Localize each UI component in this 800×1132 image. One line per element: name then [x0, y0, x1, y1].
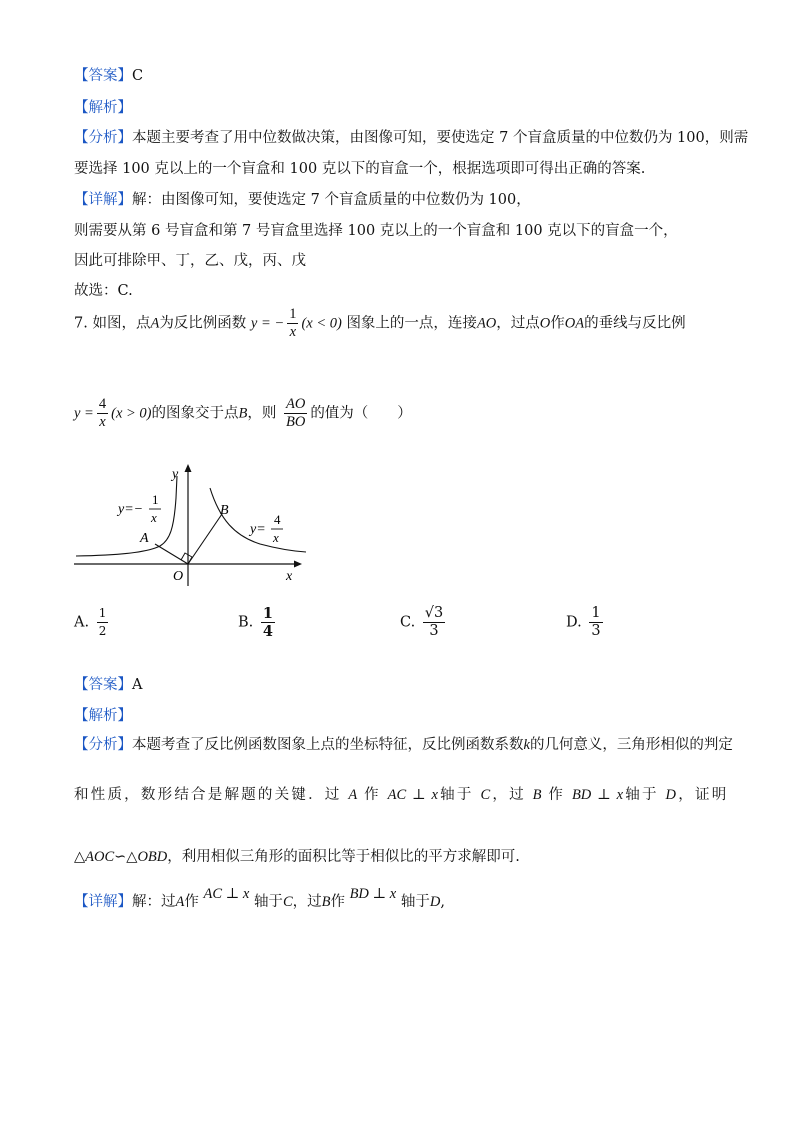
question-number: 7.: [74, 315, 88, 332]
sol-fenxi-line2: [74, 783, 726, 804]
func1-fraction: [287, 306, 298, 341]
q-text: 图象上的一点，连接: [346, 315, 477, 332]
ac-perp-x: AC ⊥ x: [387, 787, 438, 803]
option-a: [74, 605, 111, 640]
origin-label: O: [173, 569, 184, 584]
detail-text: 因此可排除甲、丁，乙、戊，丙、戊: [74, 253, 306, 269]
frac-num: 1: [97, 605, 109, 623]
detail-text: 解：由图像可知，要使选定 7 个盲盒质量的中位数仍为 100，: [132, 192, 531, 208]
q-text: 为反比例函数: [159, 315, 247, 332]
analysis-tag: 【解析】: [74, 708, 132, 724]
prev-analysis-line: [74, 96, 132, 117]
sol-fenxi-line3: [74, 845, 520, 866]
fenxi-text: 作: [364, 787, 381, 803]
detail-text: 解：过: [132, 894, 176, 910]
left-curve-label: y=−: [118, 502, 144, 517]
point-b-ref: B: [238, 405, 248, 422]
fenxi-text: 的几何意义，三角形相似的判定: [529, 737, 733, 753]
option-c-fraction: [423, 605, 445, 640]
q-text: 的垂线与反比例: [584, 315, 686, 332]
point-o-ref: O: [539, 315, 551, 332]
fenxi-text: ，证明: [676, 787, 727, 803]
point-b-ref: B: [321, 894, 331, 910]
detail-tag: 【详解】: [74, 192, 132, 208]
fenxi-text: ，利用相似三角形的面积比等于相似比的平方求解即可.: [167, 849, 520, 865]
prev-detail-line4: [74, 279, 133, 300]
ratio-fraction: [284, 396, 307, 431]
bd-perp-x: BD ⊥ x: [349, 886, 397, 902]
q-text: 作: [550, 315, 565, 332]
fenxi-tag: 【分析】: [74, 130, 132, 146]
option-b-fraction: [261, 605, 275, 640]
sol-fenxi-line1: [74, 733, 733, 754]
segment-oa-line: [155, 544, 188, 564]
frac-den: 2: [98, 624, 107, 638]
frac-num: AO: [285, 396, 306, 412]
fenxi-text: 本题考查了反比例函数图象上点的坐标特征，反比例函数系数: [132, 737, 524, 753]
frac-den: 3: [429, 623, 439, 639]
x-axis-arrow: [294, 561, 302, 568]
segment-oa: OA: [564, 315, 585, 332]
frac-den: 4: [262, 623, 273, 640]
fenxi-text: ，过: [490, 787, 526, 803]
question-7-line2: [74, 396, 412, 431]
option-c: [400, 605, 448, 640]
bd-perp-x: BD ⊥ x: [571, 787, 624, 803]
right-curve-num: 4: [274, 512, 281, 527]
q-text: ，过点: [496, 315, 540, 332]
curve-right-hyperbola: [210, 488, 306, 552]
detail-text: 作: [184, 894, 199, 910]
right-angle-marker: [181, 553, 192, 564]
prev-detail-line1: [74, 188, 531, 209]
frac-den: x: [289, 324, 297, 340]
point-c-ref: C: [480, 787, 491, 803]
y-axis-label: y: [172, 467, 179, 482]
point-a-ref: A: [348, 787, 358, 803]
ac-perp-x: AC ⊥ x: [203, 886, 250, 902]
detail-text: ，过: [292, 894, 322, 910]
fenxi-tag: 【分析】: [74, 737, 132, 753]
frac-num: 4: [98, 396, 107, 412]
answer-value: A: [132, 677, 143, 693]
point-a-label: A: [140, 531, 149, 546]
frac-num: 1: [591, 605, 601, 621]
fenxi-text: 本题主要考查了用中位数做决策，由图像可知，要使选定 7 个盲盒质量的中位数仍为 100，则需: [132, 130, 749, 146]
sol-answer-line: [74, 673, 142, 694]
detail-text: 则需要从第 6 号盲盒和第 7 号盲盒里选择 100 克以上的一个盲盒和 100 克以下的盲盒一个，: [74, 223, 678, 239]
q-text: 的图象交于点: [151, 405, 239, 422]
point-b-ref: B: [532, 787, 542, 803]
y-axis-arrow: [185, 464, 192, 472]
q-text: 的值为（ ）: [310, 405, 412, 422]
analysis-tag: 【解析】: [74, 100, 132, 116]
answer-tag: 【答案】: [74, 68, 132, 84]
similar-triangles: △AOC∽△OBD: [74, 849, 168, 865]
prev-detail-line2: [74, 219, 678, 240]
prev-fenxi-line2: [74, 157, 645, 178]
detail-text: 轴于: [400, 894, 430, 910]
fenxi-text: 要选择 100 克以上的一个盲盒和 100 克以下的盲盒一个，根据选项即可得出正确的答案.: [74, 161, 646, 177]
frac-num: 1: [289, 306, 297, 322]
segment-ao: AO: [476, 315, 497, 332]
frac-den: x: [99, 414, 106, 430]
q-text: ，则: [247, 405, 277, 422]
detail-text: 作: [330, 894, 345, 910]
answer-value: C: [132, 68, 144, 84]
frac-num: √3: [424, 605, 444, 621]
frac-den: 3: [591, 623, 601, 639]
fenxi-text: 轴于: [437, 787, 474, 803]
func2-domain: (x > 0): [111, 405, 152, 422]
question-7-line1: [74, 306, 686, 341]
func2-lhs: y =: [74, 405, 94, 422]
option-label: A.: [74, 614, 90, 631]
option-label: B.: [238, 614, 254, 631]
fenxi-text: 轴于: [623, 787, 659, 803]
detail-text: ,: [440, 894, 445, 910]
point-b-label: B: [220, 503, 229, 518]
point-c-ref: C: [282, 894, 293, 910]
func2-fraction: [97, 396, 108, 431]
option-label: D.: [566, 614, 582, 631]
k-symbol: k: [523, 737, 530, 753]
sol-analysis-line: [74, 704, 132, 725]
answer-tag: 【答案】: [74, 677, 132, 693]
frac-num: 1: [262, 605, 273, 622]
detail-tag: 【详解】: [74, 894, 132, 910]
option-b: [238, 605, 278, 640]
option-label: C.: [400, 614, 416, 631]
point-a-ref: A: [150, 315, 160, 332]
option-d-fraction: [589, 605, 602, 640]
point-d-ref: D: [429, 894, 441, 910]
option-a-fraction: [97, 605, 109, 640]
right-curve-den: x: [273, 530, 279, 545]
frac-den: BO: [285, 414, 306, 430]
right-curve-label: y=: [250, 522, 266, 537]
func1-domain: (x < 0): [301, 315, 342, 332]
prev-detail-line3: [74, 249, 306, 270]
prev-fenxi-line1: [74, 126, 748, 147]
func1-lhs: y = −: [250, 315, 285, 332]
fenxi-text: 作: [548, 787, 566, 803]
point-a-ref: A: [175, 894, 185, 910]
sol-detail-line1: [74, 886, 445, 911]
detail-text: 轴于: [253, 894, 283, 910]
detail-text: 故选：C.: [74, 283, 133, 299]
point-d-ref: D: [665, 787, 677, 803]
left-curve-den: x: [151, 510, 157, 525]
prev-answer-line: [74, 64, 143, 85]
option-d: [566, 605, 606, 640]
fenxi-text: 和性质，数形结合是解题的关键．过: [74, 787, 342, 803]
q-text: 如图，点: [92, 315, 151, 332]
function-graph-figure: [70, 458, 310, 588]
left-curve-num: 1: [152, 492, 159, 507]
segment-ob-line: [188, 514, 222, 564]
x-axis-label: x: [286, 569, 293, 584]
